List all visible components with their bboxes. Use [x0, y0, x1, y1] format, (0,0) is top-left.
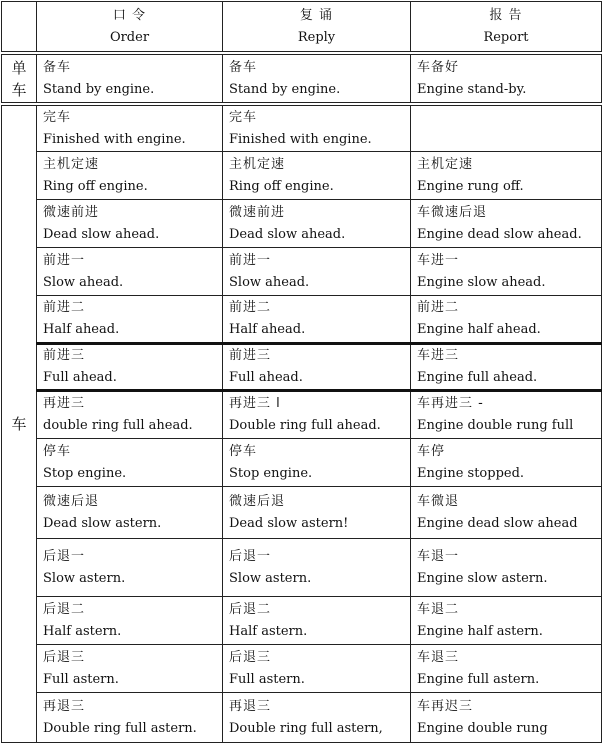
- report-cell: 车退三 Engine full astern.: [411, 645, 602, 693]
- order-cell: 主机定速 Ring off engine.: [37, 152, 223, 200]
- reply-cell: 后退二 Half astern.: [223, 597, 411, 645]
- report-cell: 主机定速 Engine rung off.: [411, 152, 602, 200]
- reply-cell: 前进一 Slow ahead.: [223, 248, 411, 296]
- order-cell: 再退三 Double ring full astern.: [37, 693, 223, 743]
- report-cell: 车进一 Engine slow ahead.: [411, 248, 602, 296]
- report-cell: 车退二 Engine half astern.: [411, 597, 602, 645]
- order-cell: 微速前进 Dead slow ahead.: [37, 200, 223, 248]
- reply-cell: 前进三 Full ahead.: [223, 344, 411, 391]
- reply-cell: 再进三 l Double ring full ahead.: [223, 391, 411, 439]
- table-row: [2, 106, 602, 152]
- order-cell: 后退一 Slow astern.: [37, 539, 223, 597]
- report-cell: 车再迟三 Engine double rung: [411, 693, 602, 743]
- reply-header: 复 诵 Reply: [223, 2, 411, 52]
- reply-cell: 停车 Stop engine.: [223, 439, 411, 487]
- reply-cell: 微速前进 Dead slow ahead.: [223, 200, 411, 248]
- order-cell: 微速后退 Dead slow astern.: [37, 487, 223, 539]
- table-row: [2, 693, 602, 743]
- side-label-single-car: 单 车: [2, 55, 37, 103]
- reply-cell: 主机定速 Ring off engine.: [223, 152, 411, 200]
- table-row: [2, 391, 602, 439]
- reply-cell: 后退一 Slow astern.: [223, 539, 411, 597]
- report-cell: 车停 Engine stopped.: [411, 439, 602, 487]
- reply-cell: 备车 Stand by engine.: [223, 55, 411, 103]
- order-cell: 备车 Stand by engine.: [37, 55, 223, 103]
- report-cell: 车微退 Engine dead slow ahead: [411, 487, 602, 539]
- header-row: [2, 2, 602, 52]
- table-row: [2, 439, 602, 487]
- order-cell: 停车 Stop engine.: [37, 439, 223, 487]
- report-cell: 车退一 Engine slow astern.: [411, 539, 602, 597]
- report-cell: [411, 106, 602, 152]
- report-cell: 车进三 Engine full ahead.: [411, 344, 602, 391]
- table-row: [2, 248, 602, 296]
- reply-cell: 后退三 Full astern.: [223, 645, 411, 693]
- table-row: [2, 597, 602, 645]
- engine-order-table: [1, 1, 602, 743]
- report-cell: 前进二 Engine half ahead.: [411, 296, 602, 344]
- reply-cell: 再退三 Double ring full astern,: [223, 693, 411, 743]
- report-cell: 车微速后退 Engine dead slow ahead.: [411, 200, 602, 248]
- side-label-car: 车: [2, 106, 37, 743]
- table-row: [2, 487, 602, 539]
- table-row: [2, 55, 602, 103]
- reply-cell: 前进二 Half ahead.: [223, 296, 411, 344]
- table-row: [2, 296, 602, 344]
- table-row: [2, 645, 602, 693]
- report-header: 报 告 Report: [411, 2, 602, 52]
- report-cell: 车备好 Engine stand-by.: [411, 55, 602, 103]
- corner-cell: [2, 2, 37, 52]
- order-cell: 后退三 Full astern.: [37, 645, 223, 693]
- order-cell: 前进二 Half ahead.: [37, 296, 223, 344]
- order-cell: 再进三 double ring full ahead.: [37, 391, 223, 439]
- table-row: [2, 200, 602, 248]
- table-row: [2, 539, 602, 597]
- order-cell: 前进三 Full ahead.: [37, 344, 223, 391]
- table-row: [2, 152, 602, 200]
- order-header: 口 令 Order: [37, 2, 223, 52]
- table-row: [2, 344, 602, 391]
- order-cell: 完车 Finished with engine.: [37, 106, 223, 152]
- order-cell: 前进一 Slow ahead.: [37, 248, 223, 296]
- report-cell: 车再进三 - Engine double rung full: [411, 391, 602, 439]
- reply-cell: 完车 Finished with engine.: [223, 106, 411, 152]
- order-cell: 后退二 Half astern.: [37, 597, 223, 645]
- reply-cell: 微速后退 Dead slow astern!: [223, 487, 411, 539]
